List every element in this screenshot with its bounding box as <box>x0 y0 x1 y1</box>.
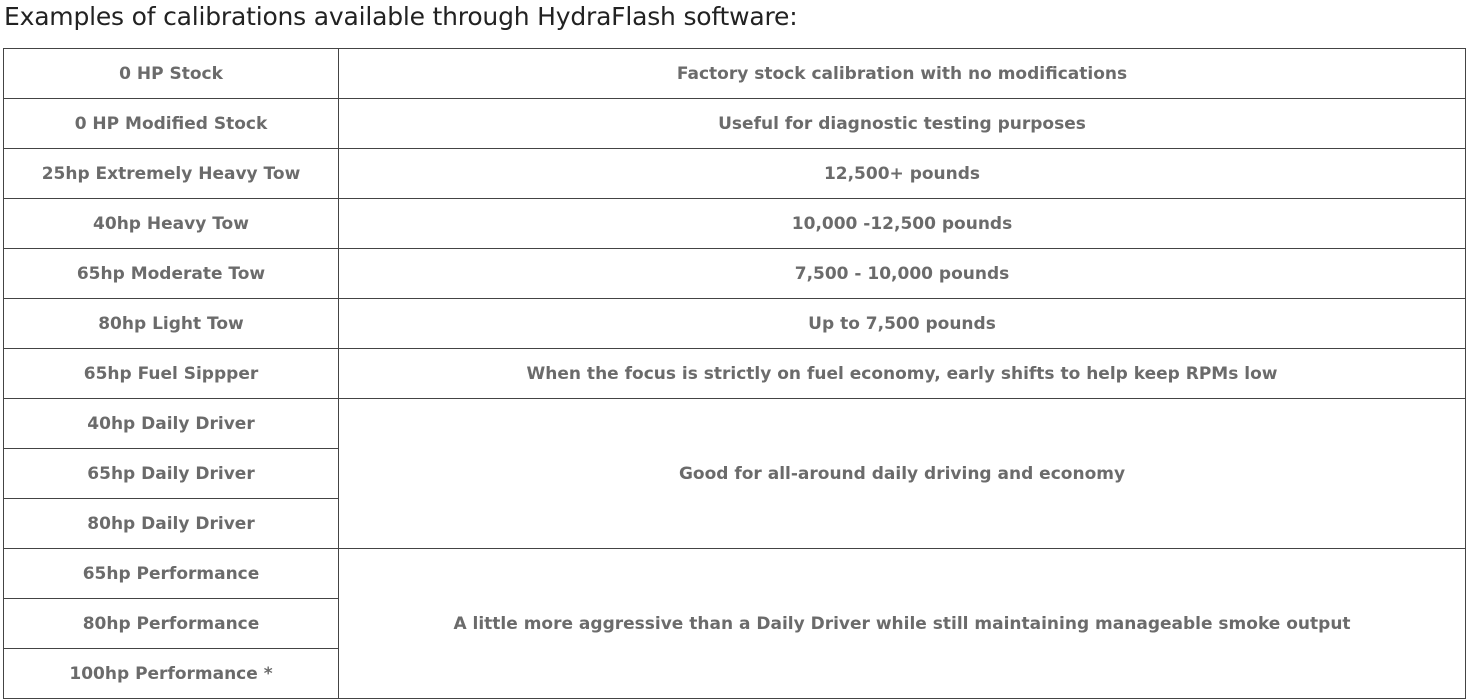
calibration-name: 40hp Heavy Tow <box>4 199 339 249</box>
table-row <box>4 349 1466 399</box>
table-row <box>4 549 1466 599</box>
calibration-description: A little more aggressive than a Daily Driver while still maintaining manageable smoke output <box>339 549 1466 699</box>
calibration-name: 65hp Performance <box>4 549 339 599</box>
calibration-description: Good for all-around daily driving and economy <box>339 399 1466 549</box>
calibration-description: 7,500 - 10,000 pounds <box>339 249 1466 299</box>
calibration-name: 65hp Moderate Tow <box>4 249 339 299</box>
calibration-description: Useful for diagnostic testing purposes <box>339 99 1466 149</box>
calibration-description: 10,000 -12,500 pounds <box>339 199 1466 249</box>
calibration-name: 65hp Daily Driver <box>4 449 339 499</box>
calibration-name: 100hp Performance * <box>4 649 339 699</box>
calibration-name: 80hp Daily Driver <box>4 499 339 549</box>
calibration-name: 0 HP Modified Stock <box>4 99 339 149</box>
table-row <box>4 249 1466 299</box>
calibration-name: 0 HP Stock <box>4 49 339 99</box>
calibration-description: 12,500+ pounds <box>339 149 1466 199</box>
page-title: Examples of calibrations available through HydraFlash software: <box>4 2 798 31</box>
calibration-description: Factory stock calibration with no modifications <box>339 49 1466 99</box>
table-row <box>4 99 1466 149</box>
calibrations-table <box>3 48 1466 699</box>
calibration-name: 80hp Light Tow <box>4 299 339 349</box>
table-row <box>4 199 1466 249</box>
calibration-name: 80hp Performance <box>4 599 339 649</box>
calibration-description: When the focus is strictly on fuel economy, early shifts to help keep RPMs low <box>339 349 1466 399</box>
table-row <box>4 399 1466 449</box>
table-row <box>4 49 1466 99</box>
calibration-name: 40hp Daily Driver <box>4 399 339 449</box>
table-row <box>4 299 1466 349</box>
calibration-name: 65hp Fuel Sippper <box>4 349 339 399</box>
calibration-name: 25hp Extremely Heavy Tow <box>4 149 339 199</box>
table-row <box>4 149 1466 199</box>
calibration-description: Up to 7,500 pounds <box>339 299 1466 349</box>
